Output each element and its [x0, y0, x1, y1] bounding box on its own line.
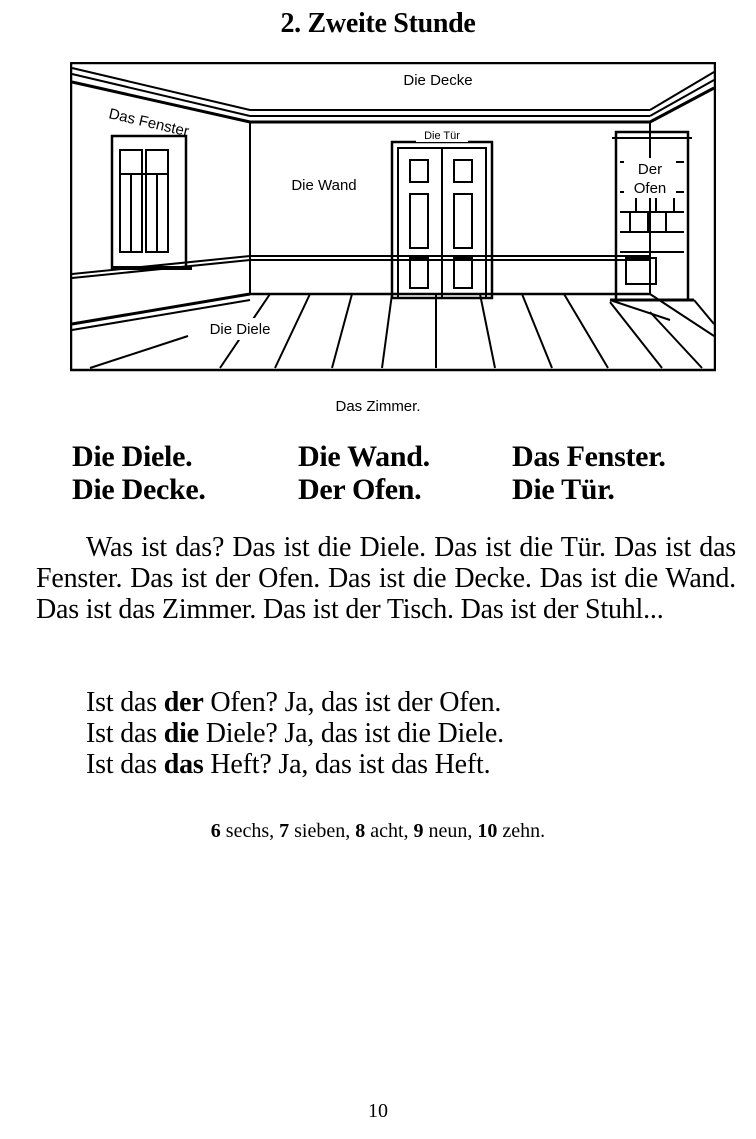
number-digit: 6 [210, 820, 221, 842]
room-illustration [70, 62, 716, 372]
article-emphasis: der [163, 687, 204, 718]
number-word: zehn. [497, 820, 546, 842]
numbers-line: 6 sechs, 7 sieben, 8 acht, 9 neun, 10 zehn. [210, 820, 546, 842]
qa-line: Ist das die Diele? Ja, das ist die Diele. [86, 718, 504, 749]
label-window: Das Fenster [107, 105, 191, 141]
number-word: neun [423, 820, 468, 842]
number-digit: 9 [413, 820, 424, 842]
label-door: Die Tür [424, 130, 460, 142]
vocab-word: Die Wand. [298, 440, 430, 473]
label-stove-line2: Ofen [633, 180, 667, 197]
vocab-word: Die Diele. [72, 440, 193, 473]
article-emphasis: das [163, 749, 204, 780]
room-drawing [70, 62, 716, 372]
lesson-heading: 2. Zweite Stunde [280, 8, 476, 39]
vocab-word: Die Decke. [72, 473, 206, 506]
label-ceiling: Die Decke [403, 72, 473, 89]
question-answer-list [86, 687, 726, 780]
vocab-word: Der Ofen. [298, 473, 422, 506]
article-emphasis: die [163, 718, 199, 749]
reading-paragraph: Was ist das? Das ist die Diele. Das ist die Tür. Das ist das Fenster. Das ist der Ofen. Das ist die Decke. Das ist die Wand. Das ist das Zimmer. Das ist der Tisch. Das ist der Stuhl... [36, 532, 736, 625]
illustration-caption: Das Zimmer. [335, 398, 421, 415]
qa-line: Ist das das Heft? Ja, das ist das Heft. [86, 749, 491, 780]
label-wall: Die Wand [291, 177, 357, 194]
number-word: sieben [289, 820, 346, 842]
label-stove-line1: Der [637, 161, 663, 178]
number-digit: 7 [279, 820, 290, 842]
number-digit: 8 [355, 820, 366, 842]
vocabulary-grid [72, 440, 732, 506]
number-word: sechs [220, 820, 270, 842]
vocab-word: Das Fenster. [512, 440, 666, 473]
page-number: 10 [368, 1100, 388, 1122]
vocab-word: Die Tür. [512, 473, 615, 506]
number-digit: 10 [477, 820, 498, 842]
qa-line: Ist das der Ofen? Ja, das ist der Ofen. [86, 687, 502, 718]
label-floor: Die Diele [209, 321, 271, 338]
number-word: acht [365, 820, 404, 842]
